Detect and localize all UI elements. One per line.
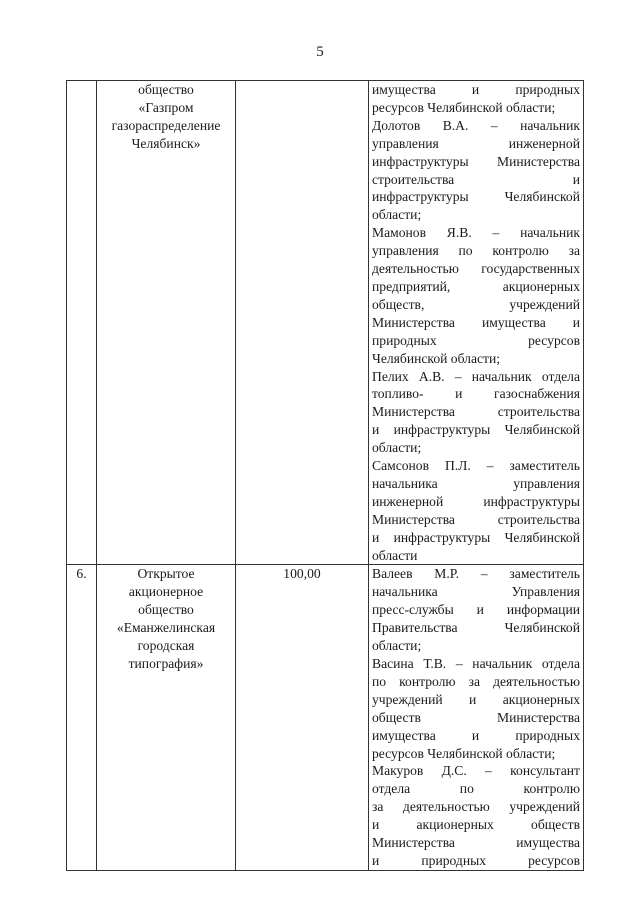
representatives-table: [66, 80, 584, 871]
organization-name-line: «Газпром: [138, 99, 194, 115]
representative-text-line: Министерства строительства: [372, 404, 580, 420]
row-number-cell: [67, 81, 97, 565]
representative-entry: [372, 224, 580, 367]
representative-text-line: Челябинской области;: [372, 350, 501, 366]
organization-name-line: Челябинск»: [131, 135, 201, 151]
representative-text-line: Министерства имущества и: [372, 314, 580, 330]
representative-text-line: управления по контролю за: [372, 243, 580, 259]
representative-text-line: Пелих А.В. – начальник отдела: [372, 368, 580, 384]
table-row: [67, 81, 584, 565]
organization-name-line: газораспределение: [111, 117, 221, 133]
organization-cell: [97, 565, 236, 870]
representative-text-line: Министерства строительства: [372, 511, 580, 527]
page-number: 5: [316, 44, 324, 60]
representative-text-line: и инфраструктуры Челябинской: [372, 529, 580, 545]
representative-text-line: Макуров Д.С. – консультант: [372, 763, 580, 779]
organization-name-line: Открытое: [137, 566, 195, 582]
row-number: 6.: [76, 566, 87, 582]
representative-text-line: области: [372, 547, 418, 563]
organization-name-line: общество: [138, 602, 194, 618]
state-share-value: 100,00: [283, 566, 321, 582]
representative-text-line: ресурсов Челябинской области;: [372, 99, 556, 115]
organization-name-line: общество: [138, 82, 194, 97]
representative-text-line: отдела по контролю: [372, 781, 580, 797]
representative-text-line: Валеев М.Р. – заместитель: [372, 566, 580, 582]
representative-text-line: управления инженерной: [372, 135, 580, 151]
representative-text-line: топливо- и газоснабжения: [372, 386, 580, 402]
representative-entry: [372, 117, 580, 224]
representatives-cell: [369, 565, 584, 870]
representative-entry: [372, 457, 580, 564]
representative-text-line: природных ресурсов: [372, 332, 580, 348]
representative-text-line: инженерной инфраструктуры: [372, 493, 580, 509]
representative-text-line: области;: [372, 638, 422, 654]
representative-text-line: и инфраструктуры Челябинской: [372, 422, 580, 438]
representative-text-line: и акционерных обществ: [372, 817, 580, 833]
share-cell: [236, 565, 369, 870]
organization-name-line: типография»: [128, 656, 204, 671]
representative-text-line: Долотов В.А. – начальник: [372, 117, 580, 133]
representative-text-line: учреждений и акционерных: [372, 691, 580, 707]
representative-text-line: Васина Т.В. – начальник отдела: [372, 656, 580, 671]
representative-entry: [372, 368, 580, 458]
representative-entry: [372, 655, 580, 762]
share-cell: [236, 81, 369, 565]
table-row: [67, 565, 584, 870]
representative-text-line: строительства и: [372, 171, 580, 187]
row-number-cell: [67, 565, 97, 870]
representative-text-line: ресурсов Челябинской области;: [372, 745, 556, 761]
representative-text-line: инфраструктуры Челябинской: [372, 189, 580, 205]
representative-text-line: имущества и природных: [372, 82, 580, 97]
representative-text-line: по контролю за деятельностью: [372, 673, 580, 689]
representative-text-line: области;: [372, 207, 422, 223]
representative-text-line: имущества и природных: [372, 727, 580, 743]
representative-text-line: инфраструктуры Министерства: [372, 153, 580, 169]
representatives-cell: [369, 81, 584, 565]
representative-text-line: Правительства Челябинской: [372, 620, 580, 636]
representative-text-line: деятельностью государственных: [372, 261, 580, 277]
representative-text-line: области;: [372, 440, 422, 456]
representative-entry: [372, 762, 580, 869]
representative-entry: [372, 565, 580, 655]
representative-text-line: Мамонов Я.В. – начальник: [372, 225, 580, 241]
representative-text-line: и природных ресурсов: [372, 852, 580, 868]
representative-text-line: за деятельностью учреждений: [372, 799, 580, 815]
representative-text-line: пресс-службы и информации: [372, 602, 580, 618]
organization-name-line: городская: [137, 638, 195, 654]
organization-name-line: акционерное: [128, 584, 204, 600]
representative-text-line: Самсонов П.Л. – заместитель: [372, 458, 580, 474]
representative-text-line: начальника управления: [372, 475, 580, 491]
representative-text-line: Министерства имущества: [372, 835, 580, 851]
representative-text-line: обществ Министерства: [372, 709, 580, 725]
organization-cell: [97, 81, 236, 565]
representative-text-line: начальника Управления: [372, 584, 580, 600]
organization-name-line: «Еманжелинская: [116, 620, 216, 636]
representative-entry: [372, 81, 580, 117]
representative-text-line: обществ, учреждений: [372, 296, 580, 312]
representative-text-line: предприятий, акционерных: [372, 278, 580, 294]
